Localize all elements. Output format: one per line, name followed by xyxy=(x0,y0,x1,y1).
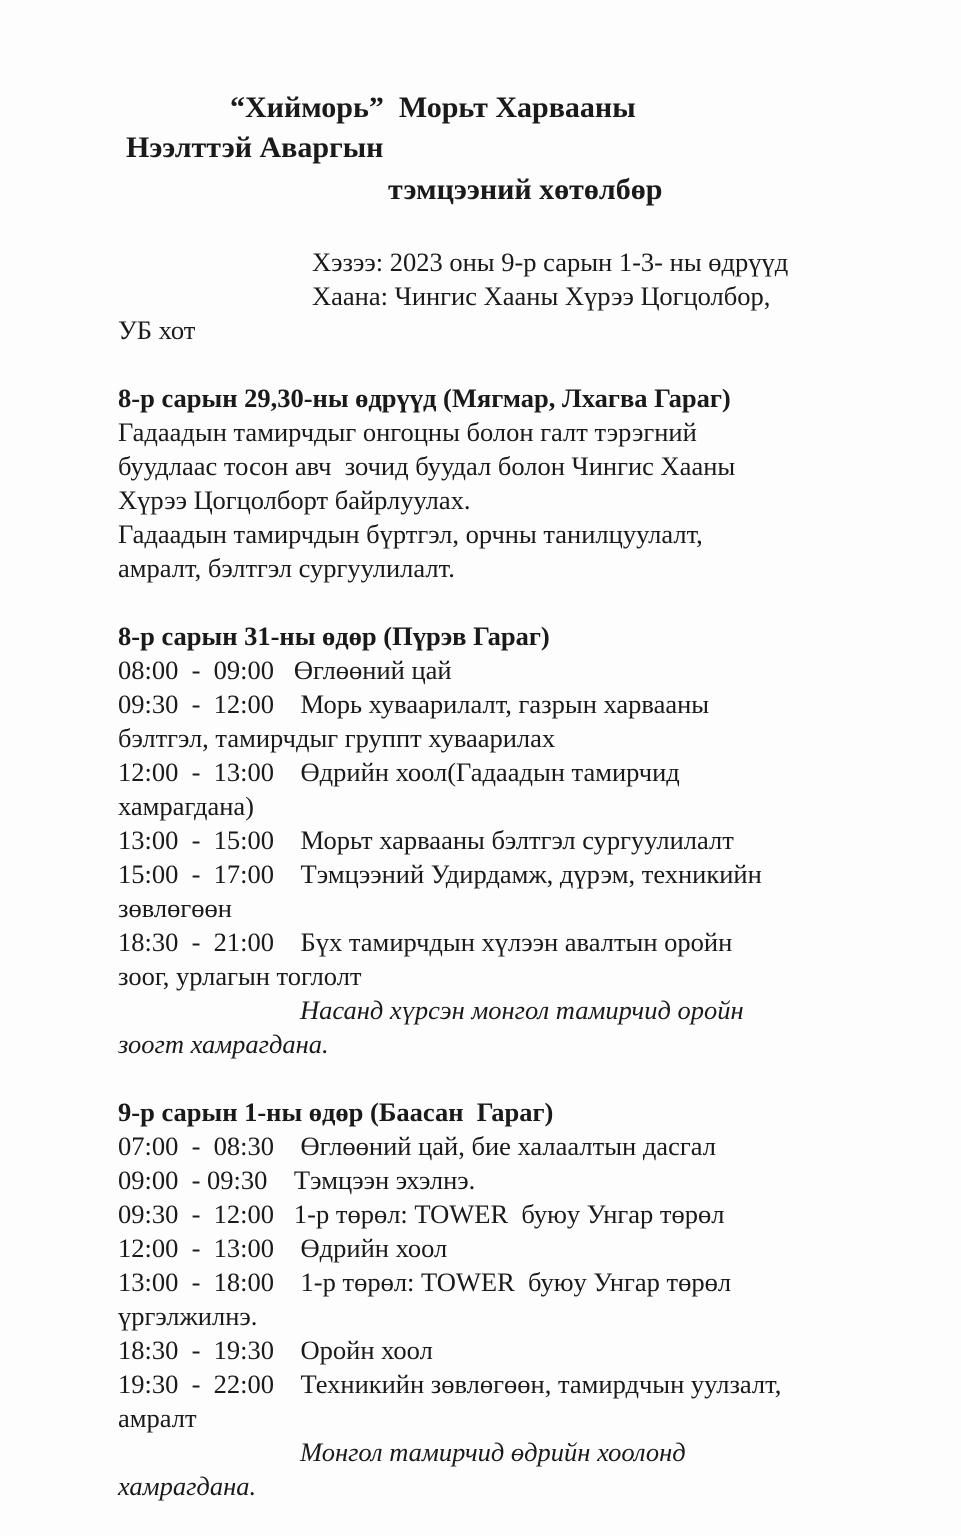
schedule-line: 12:00 - 13:00 Өдрийн хоол(Гадаадын тамирчид xyxy=(118,757,680,787)
schedule-line: 07:00 - 08:30 Өглөөний цай, бие халаалтын дасгал xyxy=(118,1131,716,1161)
schedule-line: бэлтгэл, тамирчдыг группт хуваарилах xyxy=(118,723,556,753)
section-1-line: Гадаадын тамирчдыг онгоцны болон галт тэрэгний xyxy=(118,417,697,447)
schedule-line: 09:30 - 12:00 Морь хуваарилалт, газрын харвааны xyxy=(118,689,710,719)
schedule-line: 19:30 - 22:00 Техникийн зөвлөгөөн, тамирдчын уулзалт, xyxy=(118,1369,782,1399)
schedule-line: хамрагдана) xyxy=(118,791,255,821)
schedule-line: үргэлжилнэ. xyxy=(118,1301,258,1331)
section-1-heading: 8-р сарын 29,30-ны өдрүүд (Мягмар, Лхагва Гараг) xyxy=(118,383,731,413)
section-1-line: амралт, бэлтгэл сургуулилалт. xyxy=(118,553,455,583)
section-2-note: зоогт хамрагдана. xyxy=(118,1029,329,1059)
schedule-line: зоог, урлагын тоглолт xyxy=(118,961,362,991)
section-3-note: хамрагдана. xyxy=(118,1471,257,1501)
schedule-line: 13:00 - 15:00 Морьт харвааны бэлтгэл сургуулилалт xyxy=(118,825,734,855)
schedule-line: 13:00 - 18:00 1-р төрөл: TOWER буюу Унгар төрөл xyxy=(118,1267,732,1297)
section-1-line: Гадаадын тамирчдын бүртгэл, орчны танилцуулалт, xyxy=(118,519,703,549)
schedule-line: зөвлөгөөн xyxy=(118,893,232,923)
schedule-line: 15:00 - 17:00 Тэмцээний Удирдамж, дүрэм, техникийн xyxy=(118,859,762,889)
schedule-line: 12:00 - 13:00 Өдрийн хоол xyxy=(118,1233,448,1263)
schedule-line: 18:30 - 19:30 Оройн хоол xyxy=(118,1335,433,1365)
schedule-line: 08:00 - 09:00 Өглөөний цай xyxy=(118,655,452,685)
section-2-note: Насанд хүрсэн монгол тамирчид оройн xyxy=(300,995,744,1025)
schedule-line: 09:30 - 12:00 1-р төрөл: TOWER буюу Унгар төрөл xyxy=(118,1199,725,1229)
info-when: Хэзээ: 2023 оны 9-р сарын 1-3- ны өдрүүд xyxy=(312,247,789,277)
section-1-line: буудлаас тосон авч зочид буудал болон Чингис Хааны xyxy=(118,451,736,481)
schedule-line: амралт xyxy=(118,1403,197,1433)
title-line-2: Нээлттэй Аваргын xyxy=(126,131,384,164)
info-where-city: УБ хот xyxy=(118,315,196,345)
title-line-1: “Хийморь” Морьт Харвааны xyxy=(230,91,636,124)
section-1-line: Хүрээ Цогцолборт байрлуулах. xyxy=(118,485,471,515)
section-3-heading: 9-р сарын 1-ны өдөр (Баасан Гараг) xyxy=(118,1097,554,1127)
section-3-note: Монгол тамирчид өдрийн хоолонд xyxy=(300,1437,686,1467)
schedule-line: 09:00 - 09:30 Тэмцээн эхэлнэ. xyxy=(118,1165,476,1195)
section-2-heading: 8-р сарын 31-ны өдөр (Пүрэв Гараг) xyxy=(118,621,550,651)
info-where: Хаана: Чингис Хааны Хүрээ Цогцолбор, xyxy=(312,281,771,311)
title-line-3: тэмцээний хөтөлбөр xyxy=(388,173,663,206)
schedule-line: 18:30 - 21:00 Бүх тамирчдын хүлээн авалтын оройн xyxy=(118,927,733,957)
